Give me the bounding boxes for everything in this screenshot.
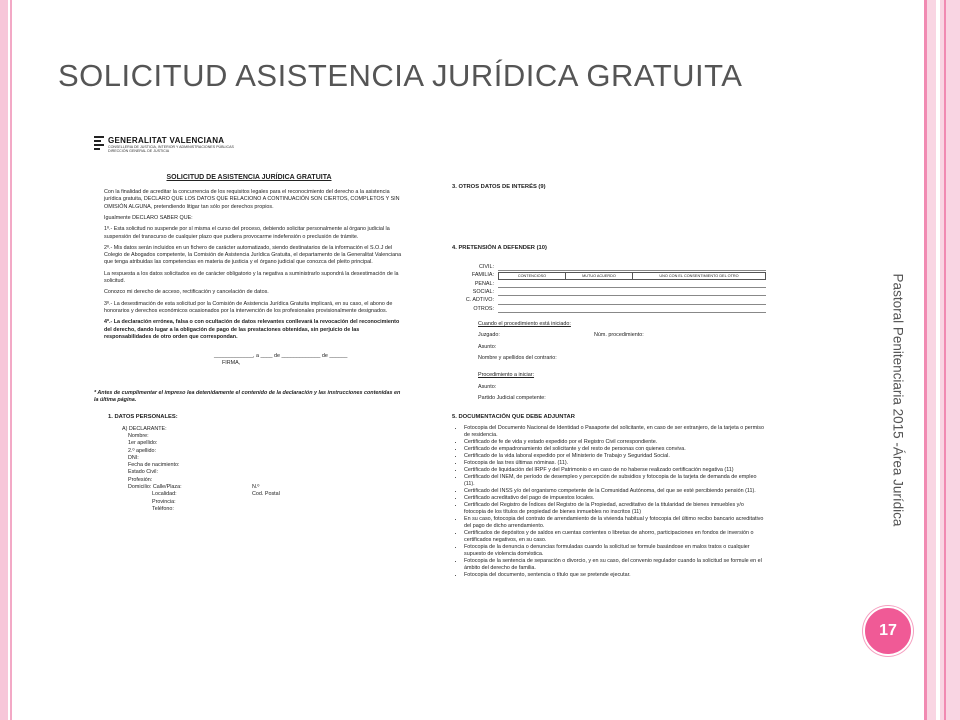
generalitat-emblem-icon: [94, 136, 104, 150]
field-telefono: Teléfono:: [152, 505, 174, 512]
instructions-note: * Antes de cumplimentar el impreso lea detenidamente el contenido de la declaración y las instrucciones contenidas en la última página.: [94, 389, 401, 404]
slide-number-badge: 17: [863, 606, 913, 656]
slide-title: SOLICITUD ASISTENCIA JURÍDICA GRATUITA: [58, 58, 743, 93]
doc-item: • Certificado de empadronamiento del solicitante y del resto de personas con quienes conviva.: [464, 446, 766, 453]
claim-row-familia: [452, 272, 766, 280]
generalitat-logo: [94, 136, 404, 154]
asunto-label: Asunto:: [478, 343, 497, 350]
familia-option-mutuo: MUTUO ACUERDO: [566, 273, 633, 279]
claim-row-social: [452, 289, 766, 296]
doc-item: • Fotocopia de las tres últimas nóminas. (11).: [464, 460, 766, 467]
section-5-title: 5. DOCUMENTACIÓN QUE DEBE ADJUNTAR: [452, 414, 575, 421]
field-provincia: Provincia:: [152, 498, 176, 505]
field-dni: DNI:: [128, 454, 139, 461]
logo-sub1: CONSELLERIA DE JUSTICIA, INTERIOR Y ADMINISTRACIONES PÚBLICAS: [108, 145, 234, 149]
logo-name: GENERALITAT VALENCIANA: [108, 136, 225, 145]
doc-item: • Fotocopia del Documento Nacional de Identidad o Pasaporte del solicitante, en caso de ser extranjero, de la tarjeta o permiso de residencia.: [464, 425, 766, 439]
field-numero: N.º: [252, 484, 260, 491]
doc-item: • Fotocopia del documento, sentencia o título que se pretende ejecutar.: [464, 572, 766, 579]
doc-item: • En su caso, fotocopia del contrato de arrendamiento de la vivienda habitual y fotocopia del último recibo bancario acreditativo del pago de dicho arrendamiento.: [464, 516, 766, 530]
scanned-document: [64, 112, 776, 652]
paragraph-1: 1º.- Esta solicitud no suspende por sí misma el curso del proceso, debiendo solicitar personalmente al órgano judicial la suspensión del transcurso de cualquier plazo que pudiera provocarme indefensión o preclusión de trámite.: [104, 226, 390, 240]
claim-social-label: SOCIAL:: [472, 289, 494, 296]
paragraph-3: 3º.- La desestimación de esta solicitud por la Comisión de Asistencia Jurídica Gratuita implicará, en su caso, el abono de honorarios y derechos económicos ocasionados por la intervención de los profesionales provisionalmente designados.: [104, 300, 393, 314]
doc-item: • Certificado acreditativo del pago de impuestos locales.: [464, 495, 766, 502]
iniciar-heading: Procedimiento a iniciar:: [478, 372, 535, 379]
firma-date-line: _____________, a ____ de _____________ de ______: [214, 353, 348, 360]
claim-penal-label: PENAL:: [474, 280, 494, 287]
doc-item: • Certificado de liquidación del IRPF y del Patrimonio o en caso de no haberse realizado certificación negativa (11): [464, 467, 766, 474]
document-left-column: [94, 136, 404, 513]
claim-otros-label: OTROS:: [473, 305, 494, 312]
document-right-column: [452, 176, 766, 579]
doc-item: • Certificado del INSS y/o del organismo competente de la Comunidad Autónoma, del que se esté percibiendo pensión (11).: [464, 488, 766, 495]
field-apellido-2: 2.º apellido:: [128, 447, 157, 454]
field-fecha-nacimiento: Fecha de nacimiento:: [128, 462, 180, 469]
section-1-title: 1. DATOS PERSONALES:: [108, 414, 178, 421]
field-apellido-1: 1er apellido:: [128, 440, 158, 447]
partido-judicial-label: Partido Judicial competente:: [478, 394, 546, 401]
left-decorative-line: [10, 0, 12, 720]
claim-adtivo-label: C. ADTIVO:: [465, 297, 494, 304]
field-estado-civil: Estado Civil:: [128, 469, 158, 476]
doc-item: • Certificado del INEM, de período de desempleo y percepción de subsidios y fotocopia de la tarjeta de demanda de empleo (11).: [464, 474, 766, 488]
doc-item: • Certificado del Registro de Índices del Registro de la Propiedad, acreditativo de la titularidad de bienes inmuebles y/o fotocopia de los títulos de propiedad de bienes inmuebles no inscritos (11): [464, 502, 766, 516]
field-localidad: Localidad:: [152, 491, 177, 498]
field-profesion: Profesión:: [128, 476, 153, 483]
section-3-title: 3. OTROS DATOS DE INTERÉS (9): [452, 184, 546, 190]
doc-item: • Certificados de depósitos y de saldos en cuentas corrientes o libretas de ahorro, participaciones en fondos de inversión o certificados negativos, en su caso.: [464, 530, 766, 544]
paragraph-2b: La respuesta a los datos solicitados es de carácter obligatorio y la negativa a suministrarlo supondrá la desestimación de la solicitud.: [104, 270, 399, 285]
logo-sub2: DIRECCIÓN GENERAL DE JUSTICIA: [108, 149, 170, 154]
juzgado-row: [452, 332, 766, 339]
claim-row-penal: [452, 281, 766, 288]
claim-row-adtivo: [452, 297, 766, 304]
paragraph-4: 4º.- La declaración errónea, falsa o con ocultación de datos relevantes conllevará la revocación del reconocimiento del derecho, dando lugar a la obligación de pago de las prestaciones obtenidas, sin perjuicio de las responsabilidades de otro orden que correspondan.: [104, 319, 400, 340]
declaro-heading: Igualmente DECLARO SABER QUE:: [104, 215, 193, 221]
section-4-title: 4. PRETENSIÓN A DEFENDER (10): [452, 245, 547, 252]
juzgado-label: Juzgado:: [478, 332, 500, 339]
familia-option-consentimiento: UNO CON EL CONSENTIMIENTO DEL OTRO: [659, 273, 739, 278]
familia-option-contencioso: CONTENCIOSO: [499, 273, 566, 279]
doc-item: • Fotocopia de la denuncia o denuncias formuladas cuando la solicitud se formule basándose en malos tratos o cualquier supuesto de violencia doméstica.: [464, 544, 766, 558]
claim-row-otros: [452, 306, 766, 313]
firma-label: FIRMA,: [222, 360, 241, 367]
right-decorative-line-inner: [944, 0, 946, 720]
side-caption: Pastoral Penitenciaria 2015 -Área Jurídica: [890, 273, 906, 527]
right-decorative-band: [924, 0, 960, 720]
left-decorative-stripe: [0, 0, 8, 720]
asunto-2-label: Asunto:: [478, 383, 497, 390]
field-domicilio: Domicilio: Calle/Plaza:: [128, 484, 182, 491]
intro-paragraph: Con la finalidad de acreditar la concurrencia de los requisitos legales para el reconocimiento del derecho a la asistencia jurídica gratuita, DECLARO QUE LOS DATOS QUE RELACIONO A CONTINUACIÓN SON CIERTOS, COMPLETOS Y SIN OMISIÓN ALGUNA, pretendiendo litigar tan sólo por derechos propios.: [104, 189, 400, 210]
doc-item: • Certificado de la vida laboral expedido por el Ministerio de Trabajo y Seguridad Social.: [464, 453, 766, 460]
field-codigo-postal: Cod. Postal: [252, 491, 280, 498]
iniciado-heading: Cuando el procedimiento está iniciado:: [478, 321, 571, 328]
doc-item: • Certificado de fe de vida y estado expedido por el Registro Civil correspondiente.: [464, 439, 766, 446]
right-decorative-line: [924, 0, 927, 720]
paragraph-2c: Conozco mi derecho de acceso, rectificación y cancelación de datos.: [104, 289, 269, 296]
contrario-label: Nombre y apellidos del contrario:: [478, 354, 557, 361]
claim-familia-label: FAMILIA:: [471, 272, 494, 279]
num-procedimiento-label: Núm. procedimiento:: [594, 332, 644, 339]
declarante-label: A) DECLARANTE:: [122, 425, 167, 432]
document-title: SOLICITUD DE ASISTENCIA JURÍDICA GRATUITA: [166, 173, 332, 181]
localidad-row: [94, 491, 404, 498]
claim-civil-label: CIVIL:: [479, 263, 494, 270]
field-nombre: Nombre:: [128, 432, 149, 439]
doc-item: • Fotocopia de la sentencia de separación o divorcio, y en su caso, del convenio regulador cuando la solicitud se formule en el ámbito del derecho de familia.: [464, 558, 766, 572]
paragraph-2: 2º.- Mis datos serán incluidos en un fichero de carácter automatizado, siendo destinatarios de la información el S.O.J del Colegio de Abogados competente, la Comisión de Asistencia Jurídica Gratuita, el departamento de la Generalitat Valenciana que tenga atribuidas las competencias en materia de justicia y el órgano judicial que conozca del pleito principal.: [104, 244, 402, 266]
right-decorative-line-white: [936, 0, 940, 720]
domicilio-row: [94, 484, 404, 491]
familia-options: [498, 272, 766, 280]
documentation-list: [452, 425, 766, 579]
claim-row-civil: [452, 264, 766, 271]
